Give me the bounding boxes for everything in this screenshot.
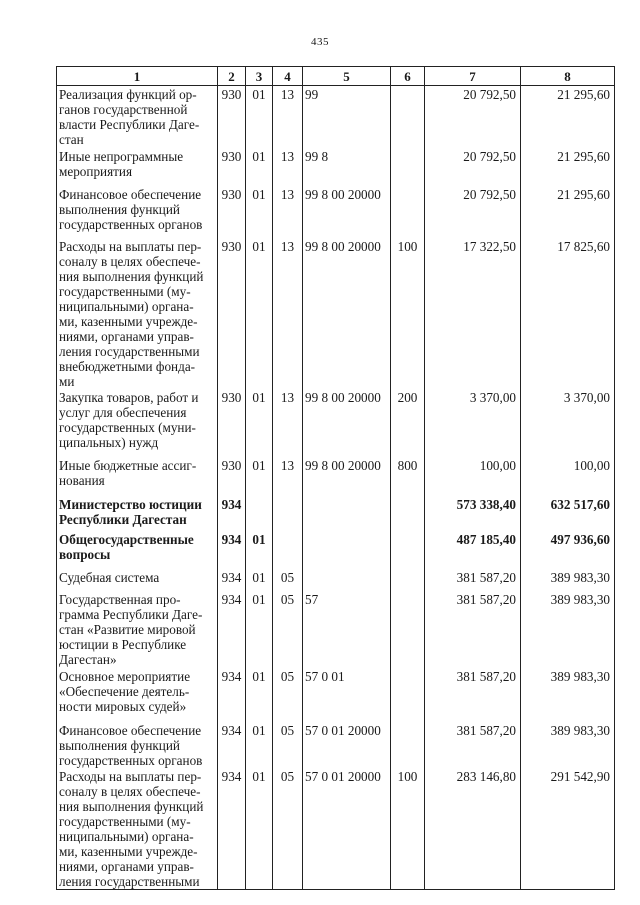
row-name-cell: Иные бюджетные ассиг- нования [57, 457, 218, 496]
row-subsection-cell: 05 [273, 768, 303, 890]
row-section-cell: 01 [246, 569, 273, 591]
table-row [57, 531, 615, 569]
table-row [57, 668, 615, 722]
table-row [57, 457, 615, 496]
row-name-cell: Финансовое обеспечение выполнения функций государственных органов [57, 186, 218, 238]
row-name-cell: Судебная система [57, 569, 218, 591]
table-body [57, 86, 615, 890]
row-section-cell: 01 [246, 389, 273, 457]
row-code-cell: 934 [218, 496, 246, 531]
row-target-article-cell: 57 [303, 591, 391, 668]
row-section-cell: 01 [246, 238, 273, 389]
table-row [57, 768, 615, 890]
row-amount-2023-cell: 21 295,60 [521, 148, 615, 186]
table-header-row [57, 67, 615, 86]
row-amount-2023-cell: 3 370,00 [521, 389, 615, 457]
row-code-cell: 930 [218, 148, 246, 186]
row-amount-2023-cell: 389 983,30 [521, 668, 615, 722]
row-amount-2023-cell: 21 295,60 [521, 86, 615, 148]
table-row [57, 722, 615, 768]
header-col-2: 2 [218, 67, 246, 86]
row-expense-type-cell [391, 86, 425, 148]
row-subsection-cell: 05 [273, 569, 303, 591]
row-amount-2023-cell: 17 825,60 [521, 238, 615, 389]
row-expense-type-cell [391, 496, 425, 531]
row-section-cell: 01 [246, 457, 273, 496]
row-amount-2022-cell: 283 146,80 [425, 768, 521, 890]
row-code-cell: 930 [218, 389, 246, 457]
row-subsection-cell: 05 [273, 668, 303, 722]
row-section-cell [246, 496, 273, 531]
row-target-article-cell: 99 8 00 20000 [303, 238, 391, 389]
table-row [57, 389, 615, 457]
header-col-8: 8 [521, 67, 615, 86]
row-expense-type-cell [391, 148, 425, 186]
row-amount-2022-cell: 381 587,20 [425, 591, 521, 668]
row-expense-type-cell [391, 668, 425, 722]
row-amount-2023-cell: 389 983,30 [521, 722, 615, 768]
row-name-cell: Финансовое обеспечение выполнения функций государственных органов [57, 722, 218, 768]
row-subsection-cell: 13 [273, 186, 303, 238]
row-subsection-cell [273, 531, 303, 569]
row-section-cell: 01 [246, 186, 273, 238]
row-section-cell: 01 [246, 768, 273, 890]
row-target-article-cell: 99 8 [303, 148, 391, 186]
table-row [57, 86, 615, 148]
row-section-cell: 01 [246, 86, 273, 148]
row-name-cell: Расходы на выплаты пер- соналу в целях обеспече- ния выполнения функций государственными (му- ниципальными) органа- ми, казенными учрежде- ниями, органами управ- ления государственными внебюджетными фонда- ми [57, 238, 218, 389]
row-amount-2022-cell: 487 185,40 [425, 531, 521, 569]
row-target-article-cell: 99 8 00 20000 [303, 389, 391, 457]
row-expense-type-cell: 100 [391, 768, 425, 890]
row-subsection-cell [273, 496, 303, 531]
row-amount-2023-cell: 632 517,60 [521, 496, 615, 531]
row-amount-2022-cell: 20 792,50 [425, 186, 521, 238]
row-expense-type-cell [391, 569, 425, 591]
row-name-cell: Расходы на выплаты пер- соналу в целях обеспече- ния выполнения функций государственными (му- ниципальными) органа- ми, казенными учрежде- ниями, органами управ- ления государственными [57, 768, 218, 890]
row-amount-2022-cell: 17 322,50 [425, 238, 521, 389]
row-code-cell: 934 [218, 569, 246, 591]
row-subsection-cell: 13 [273, 238, 303, 389]
row-subsection-cell: 13 [273, 86, 303, 148]
row-amount-2023-cell: 389 983,30 [521, 569, 615, 591]
row-amount-2022-cell: 381 587,20 [425, 569, 521, 591]
row-expense-type-cell: 100 [391, 238, 425, 389]
row-amount-2023-cell: 291 542,90 [521, 768, 615, 890]
row-amount-2022-cell: 20 792,50 [425, 148, 521, 186]
row-subsection-cell: 05 [273, 591, 303, 668]
row-section-cell: 01 [246, 531, 273, 569]
row-target-article-cell: 99 8 00 20000 [303, 457, 391, 496]
row-amount-2022-cell: 573 338,40 [425, 496, 521, 531]
row-name-cell: Закупка товаров, работ и услуг для обеспечения государственных (муни- ципальных) нужд [57, 389, 218, 457]
row-target-article-cell: 57 0 01 20000 [303, 722, 391, 768]
row-code-cell: 930 [218, 457, 246, 496]
header-col-6: 6 [391, 67, 425, 86]
row-amount-2022-cell: 381 587,20 [425, 722, 521, 768]
row-amount-2022-cell: 381 587,20 [425, 668, 521, 722]
page-number: 435 [311, 36, 329, 48]
row-target-article-cell: 57 0 01 [303, 668, 391, 722]
row-code-cell: 934 [218, 768, 246, 890]
row-name-cell: Основное мероприятие «Обеспечение деятель- ности мировых судей» [57, 668, 218, 722]
row-target-article-cell: 57 0 01 20000 [303, 768, 391, 890]
row-expense-type-cell: 200 [391, 389, 425, 457]
row-amount-2023-cell: 389 983,30 [521, 591, 615, 668]
table-row [57, 496, 615, 531]
row-subsection-cell: 05 [273, 722, 303, 768]
row-code-cell: 930 [218, 86, 246, 148]
row-name-cell: Государственная про- грамма Республики Даге- стан «Развитие мировой юстиции в Республике Дагестан» [57, 591, 218, 668]
row-expense-type-cell [391, 531, 425, 569]
table-row [57, 569, 615, 591]
header-col-7: 7 [425, 67, 521, 86]
row-section-cell: 01 [246, 148, 273, 186]
row-subsection-cell: 13 [273, 148, 303, 186]
row-subsection-cell: 13 [273, 389, 303, 457]
row-code-cell: 934 [218, 722, 246, 768]
row-code-cell: 934 [218, 591, 246, 668]
row-amount-2022-cell: 3 370,00 [425, 389, 521, 457]
header-col-5: 5 [303, 67, 391, 86]
row-name-cell: Иные непрограммные мероприятия [57, 148, 218, 186]
table-row [57, 238, 615, 389]
row-target-article-cell [303, 531, 391, 569]
row-target-article-cell: 99 [303, 86, 391, 148]
row-amount-2022-cell: 100,00 [425, 457, 521, 496]
table-row [57, 148, 615, 186]
row-target-article-cell [303, 569, 391, 591]
row-code-cell: 934 [218, 531, 246, 569]
header-col-4: 4 [273, 67, 303, 86]
row-code-cell: 934 [218, 668, 246, 722]
table-row [57, 186, 615, 238]
row-subsection-cell: 13 [273, 457, 303, 496]
row-name-cell: Общегосударственные вопросы [57, 531, 218, 569]
row-expense-type-cell [391, 186, 425, 238]
row-target-article-cell: 99 8 00 20000 [303, 186, 391, 238]
row-expense-type-cell [391, 591, 425, 668]
row-name-cell: Реализация функций ор- ганов государственной власти Республики Даге- стан [57, 86, 218, 148]
row-section-cell: 01 [246, 668, 273, 722]
row-amount-2023-cell: 497 936,60 [521, 531, 615, 569]
row-expense-type-cell [391, 722, 425, 768]
header-col-3: 3 [246, 67, 273, 86]
row-section-cell: 01 [246, 591, 273, 668]
budget-table [56, 66, 615, 890]
row-amount-2022-cell: 20 792,50 [425, 86, 521, 148]
row-amount-2023-cell: 21 295,60 [521, 186, 615, 238]
row-section-cell: 01 [246, 722, 273, 768]
row-code-cell: 930 [218, 238, 246, 389]
row-expense-type-cell: 800 [391, 457, 425, 496]
row-name-cell: Министерство юстиции Республики Дагестан [57, 496, 218, 531]
header-col-1: 1 [57, 67, 218, 86]
table-row [57, 591, 615, 668]
row-target-article-cell [303, 496, 391, 531]
row-amount-2023-cell: 100,00 [521, 457, 615, 496]
row-code-cell: 930 [218, 186, 246, 238]
